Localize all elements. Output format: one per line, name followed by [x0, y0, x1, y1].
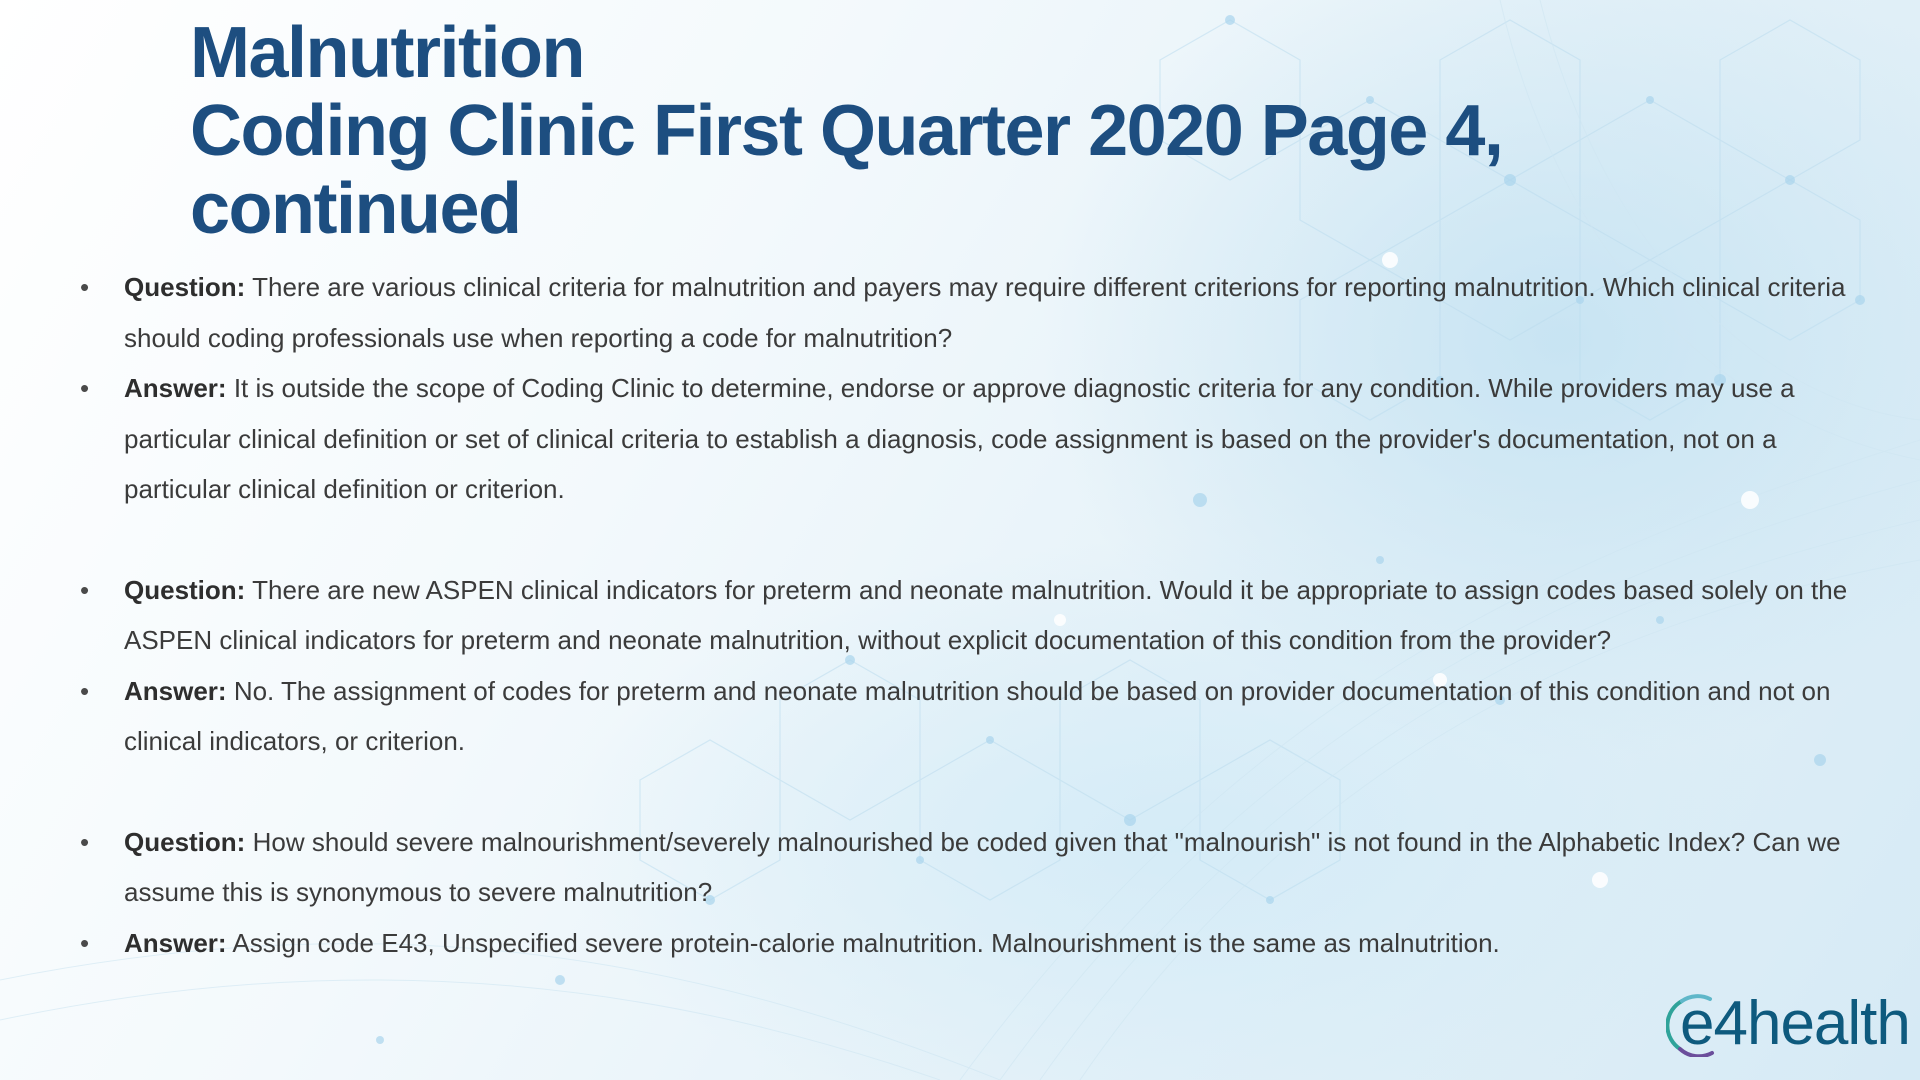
bullet-icon: •	[80, 272, 90, 302]
logo-wordmark: e4health	[1680, 989, 1910, 1058]
answer-label: Answer:	[124, 675, 227, 706]
answer-item-3	[80, 918, 1860, 969]
title-line-2: Coding Clinic First Quarter 2020 Page 4,	[190, 91, 1503, 171]
bullet-icon: •	[80, 574, 90, 605]
answer-label: Answer:	[124, 927, 227, 958]
question-label: Question:	[124, 574, 246, 605]
question-item-1	[80, 262, 1860, 363]
question-label: Question:	[124, 272, 246, 302]
answer-text: It is outside the scope of Coding Clinic to determine, endorse or approve diagnostic criteria for any condition. While providers may use a particular clinical definition or set of clinical criteria to establish a diagnosis, code assignment is based on the provider's documentation, not on a particular clinical definition or criterion.	[124, 373, 1795, 504]
bullet-icon: •	[80, 826, 90, 857]
bullet-icon: •	[80, 373, 90, 403]
question-text: There are various clinical criteria for malnutrition and payers may require different criterions for reporting malnutrition. Which clinical criteria should coding professionals use when reporting a code for malnutrition?	[124, 272, 1846, 353]
answer-item-1	[80, 363, 1860, 515]
question-item-3	[80, 817, 1860, 918]
bullet-icon: •	[80, 675, 90, 706]
e4health-logo	[1666, 985, 1910, 1065]
title-line-3: continued	[190, 169, 521, 249]
answer-text: No. The assignment of codes for preterm and neonate malnutrition should be based on provider documentation of this condition and not on clinical indicators, or criterion.	[124, 675, 1831, 756]
question-text: There are new ASPEN clinical indicators for preterm and neonate malnutrition. Would it be appropriate to assign codes based solely on the ASPEN clinical indicators for preterm and neonate malnutrition, without explicit documentation of this condition from the provider?	[124, 574, 1848, 655]
answer-item-2	[80, 666, 1860, 767]
qa-bullet-list	[80, 262, 1860, 968]
slide-title	[190, 14, 1690, 248]
question-label: Question:	[124, 826, 246, 857]
question-text: How should severe malnourishment/severely malnourished be coded given that "malnourish" is not found in the Alphabetic Index? Can we assume this is synonymous to severe malnutrition?	[124, 826, 1841, 907]
question-item-2	[80, 565, 1860, 666]
answer-label: Answer:	[124, 373, 227, 403]
title-line-1: Malnutrition	[190, 13, 584, 93]
bullet-icon: •	[80, 927, 90, 958]
answer-text: Assign code E43, Unspecified severe protein-calorie malnutrition. Malnourishment is the same as malnutrition.	[232, 927, 1500, 958]
